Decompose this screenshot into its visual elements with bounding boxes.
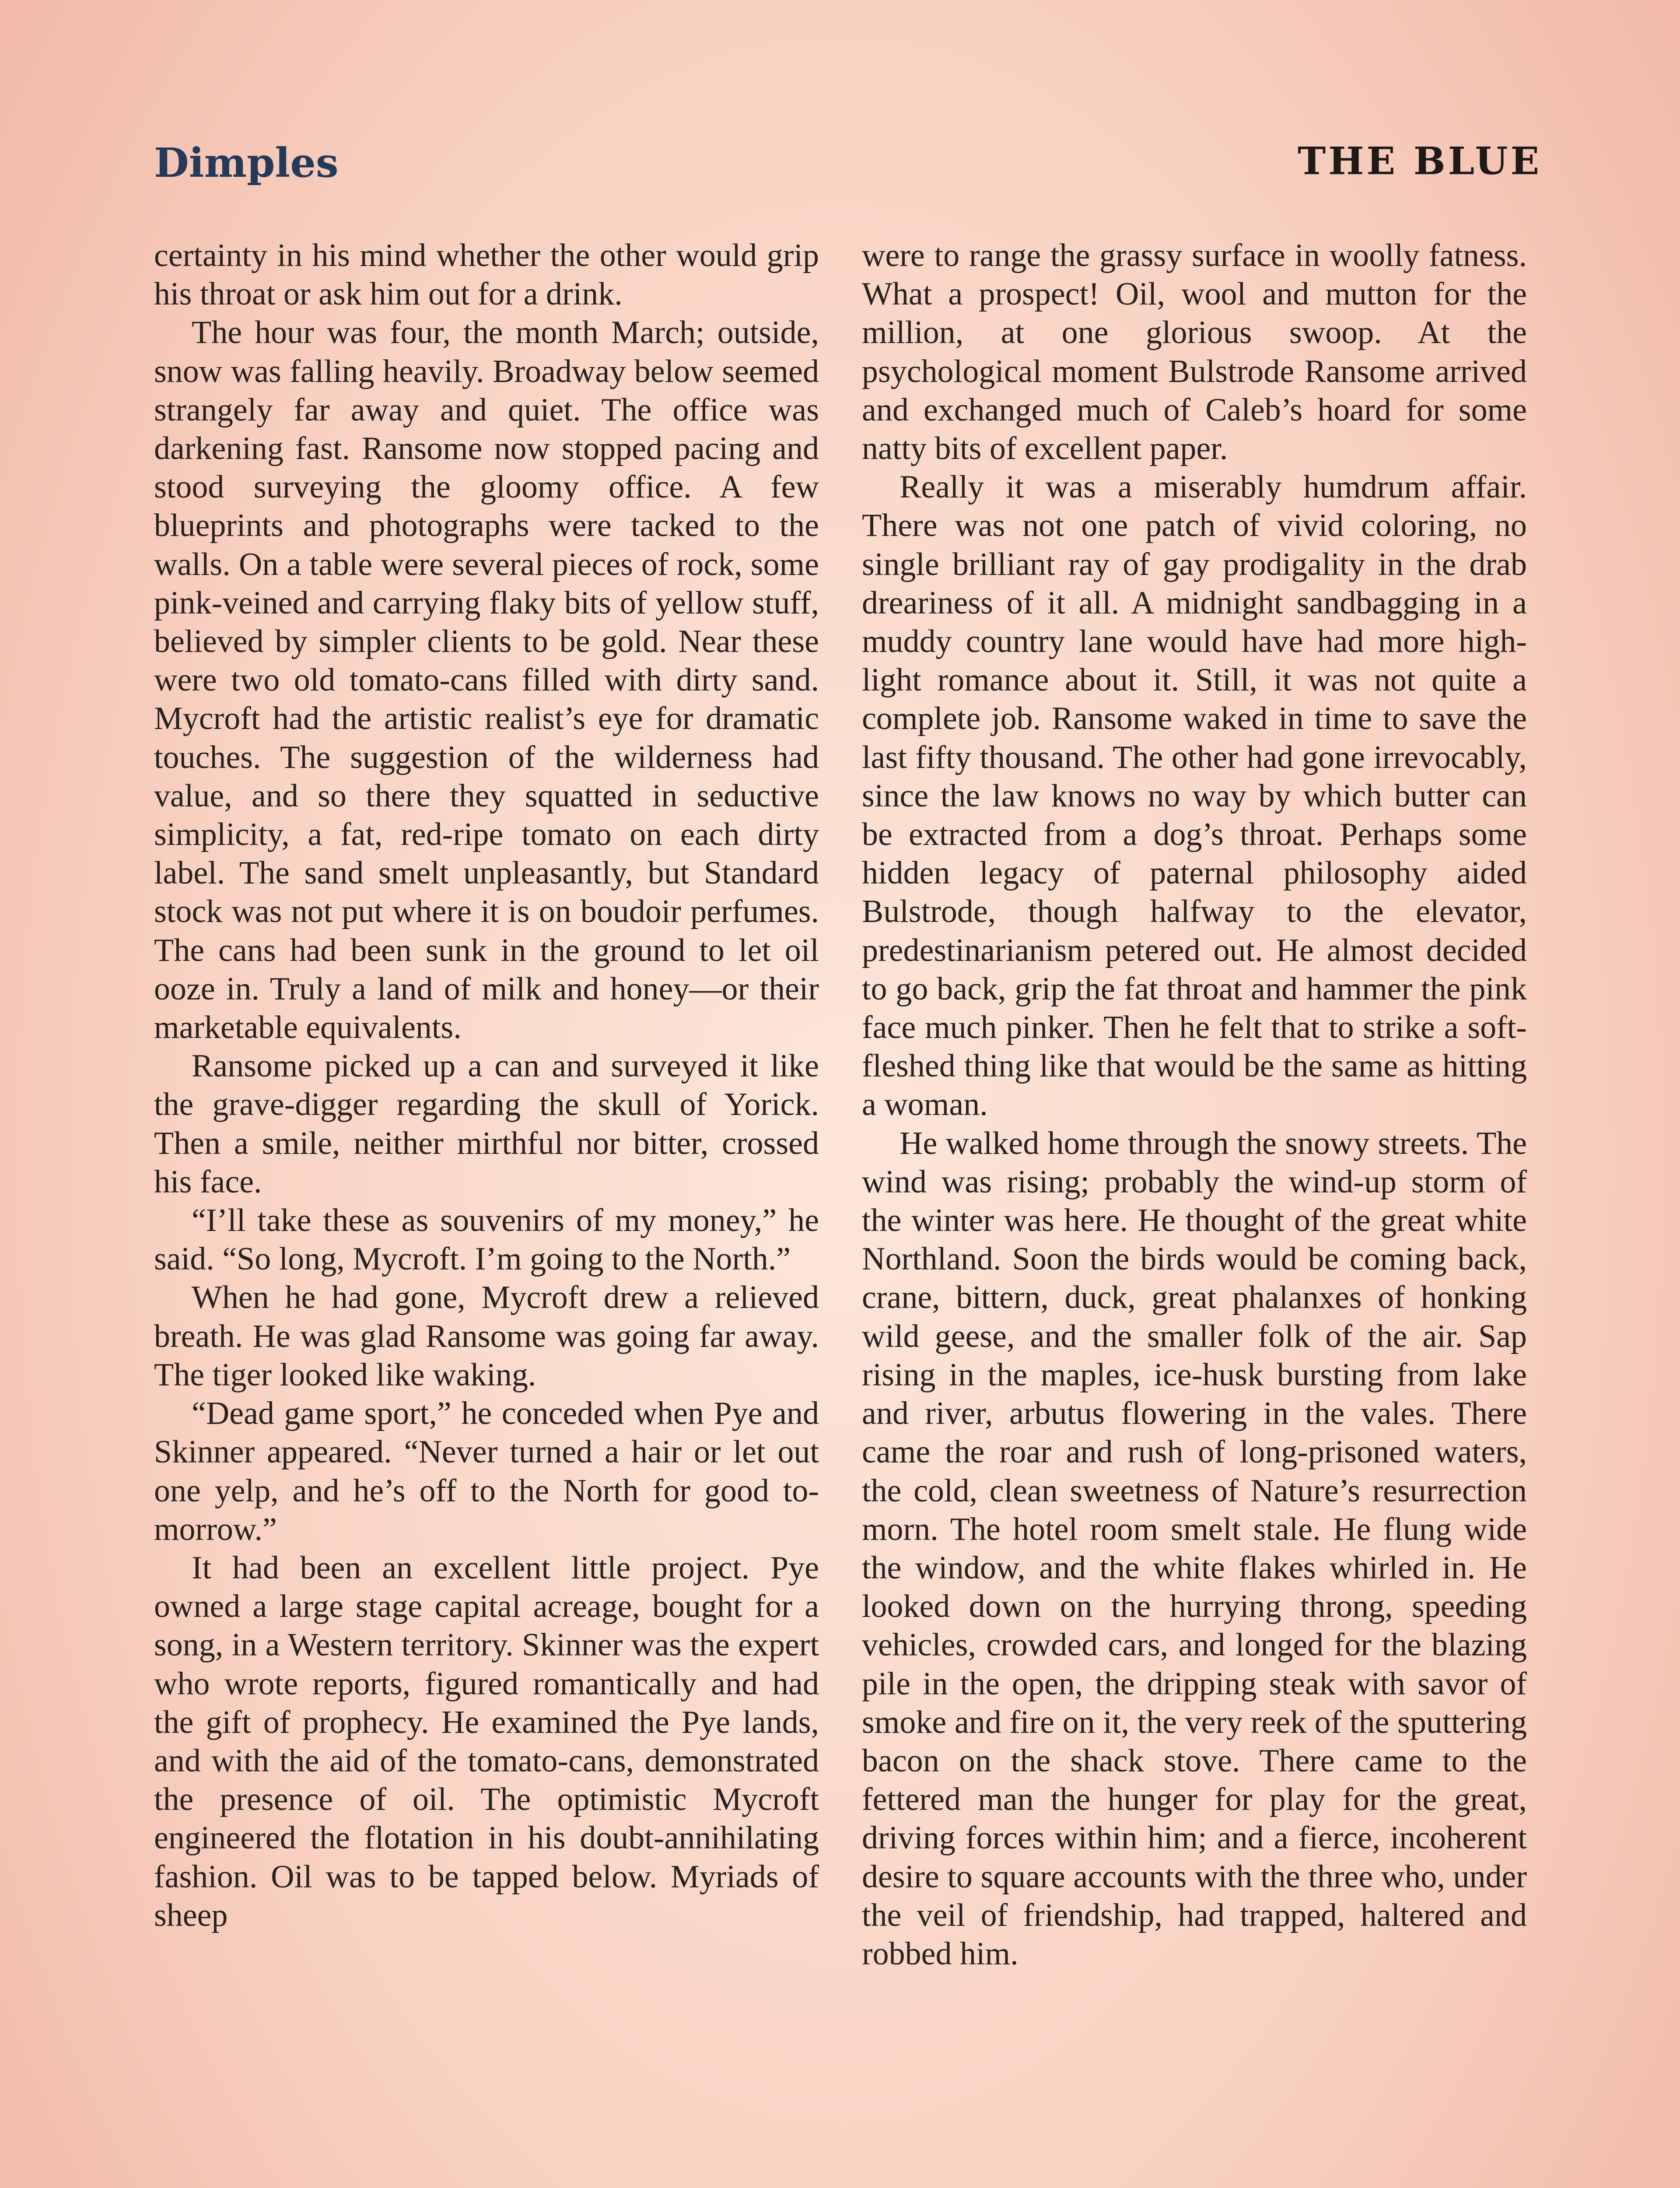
paragraph: It had been an excellent little project. Pye owned a large stage capital acreage, bought for a song, in a Western territory. Skinner was the expert who wrote reports, figured romantically and had the gift of prophecy. He examined the Pye lands, and with the aid of the tomato-cans, demonstrated the presence of oil. The optimistic Mycroft engineered the flotation in his doubt-annihilating fashion. Oil was to be tapped below. Myriads of sheep: [154, 1550, 819, 1933]
paragraph: “Dead game sport,” he conceded when Pye and Skinner appeared. “Never turned a hair or let out one yelp, and he’s off to the North for good to-morrow.”: [154, 1396, 819, 1547]
paragraph: were to range the grassy surface in woolly fatness. What a prospect! Oil, wool and mutton for the million, at one glorious swoop. At the psychological moment Bulstrode Ransome arrived and exchanged much of Caleb’s hoard for some natty bits of excellent paper.: [862, 238, 1527, 467]
running-head-story-title: Dimples: [154, 139, 339, 186]
paragraph: He walked home through the snowy streets. The wind was rising; probably the wind-up storm of the winter was here. He thought of the great white Northland. Soon the birds would be coming back, crane, bittern, duck, great phalanxes of honking wild geese, and the smaller folk of the air. Sap rising in the maples, ice-husk bursting from lake and river, arbutus flowering in the vales. There came the roar and rush of long-prisoned waters, the cold, clean sweetness of Nature’s resurrection morn. The hotel room smelt stale. He flung wide the window, and the white flakes whirled in. He looked down on the hurrying throng, speeding vehicles, crowded cars, and longed for the blazing pile in the open, the dripping steak with savor of smoke and fire on it, the very reek of the sputtering bacon on the shack stove. There came to the fettered man the hunger for play for the great, driving forces within him; and a fierce, incoherent desire to square accounts with the three who, under the veil of friendship, had trapped, haltered and robbed him.: [862, 1125, 1527, 1972]
paragraph: “I’ll take these as souvenirs of my money,” he said. “So long, Mycroft. I’m going to the North.”: [154, 1203, 819, 1277]
paragraph: Really it was a miserably humdrum affair. There was not one patch of vivid coloring, no single brilliant ray of gay prodigality in the drab dreariness of it all. A midnight sandbagging in a muddy country lane would have had more high-light romance about it. Still, it was not quite a complete job. Ransome waked in time to save the last fifty thousand. The other had gone irrevocably, since the law knows no way by which butter can be extracted from a dog’s throat. Perhaps some hidden legacy of paternal philosophy aided Bulstrode, though halfway to the elevator, predestinarianism petered out. He almost decided to go back, grip the fat throat and hammer the pink face much pinker. Then he felt that to strike a soft-fleshed thing like that would be the same as hitting a woman.: [862, 469, 1527, 1123]
paragraph: The hour was four, the month March; outside, snow was falling heavily. Broadway below seemed strangely far away and quiet. The office was darkening fast. Ransome now stopped pacing and stood surveying the gloomy office. A few blueprints and photographs were tacked to the walls. On a table were several pieces of rock, some pink-veined and carrying flaky bits of yellow stuff, believed by simpler clients to be gold. Near these were two old tomato-cans filled with dirty sand. Mycroft had the artistic realist’s eye for dramatic touches. The suggestion of the wilderness had value, and so there they squatted in seductive simplicity, a fat, red-ripe tomato on each dirty label. The sand smelt unpleasantly, but Standard stock was not put where it is on boudoir perfumes. The cans had been sunk in the ground to let oil ooze in. Truly a land of milk and honey—or their marketable equivalents.: [154, 315, 819, 1046]
text-column-right: [862, 236, 1527, 1973]
paragraph: When he had gone, Mycroft drew a relieved breath. He was glad Ransome was going far away. The tiger looked like waking.: [154, 1280, 819, 1393]
paragraph: Ransome picked up a can and surveyed it like the grave-digger regarding the skull of Yorick. Then a smile, neither mirthful nor bitter, crossed his face.: [154, 1048, 819, 1200]
text-column-left: [154, 236, 819, 1935]
paragraph: certainty in his mind whether the other would grip his throat or ask him out for a drink.: [154, 238, 819, 312]
running-head-magazine-name: THE BLUE: [1298, 139, 1542, 183]
